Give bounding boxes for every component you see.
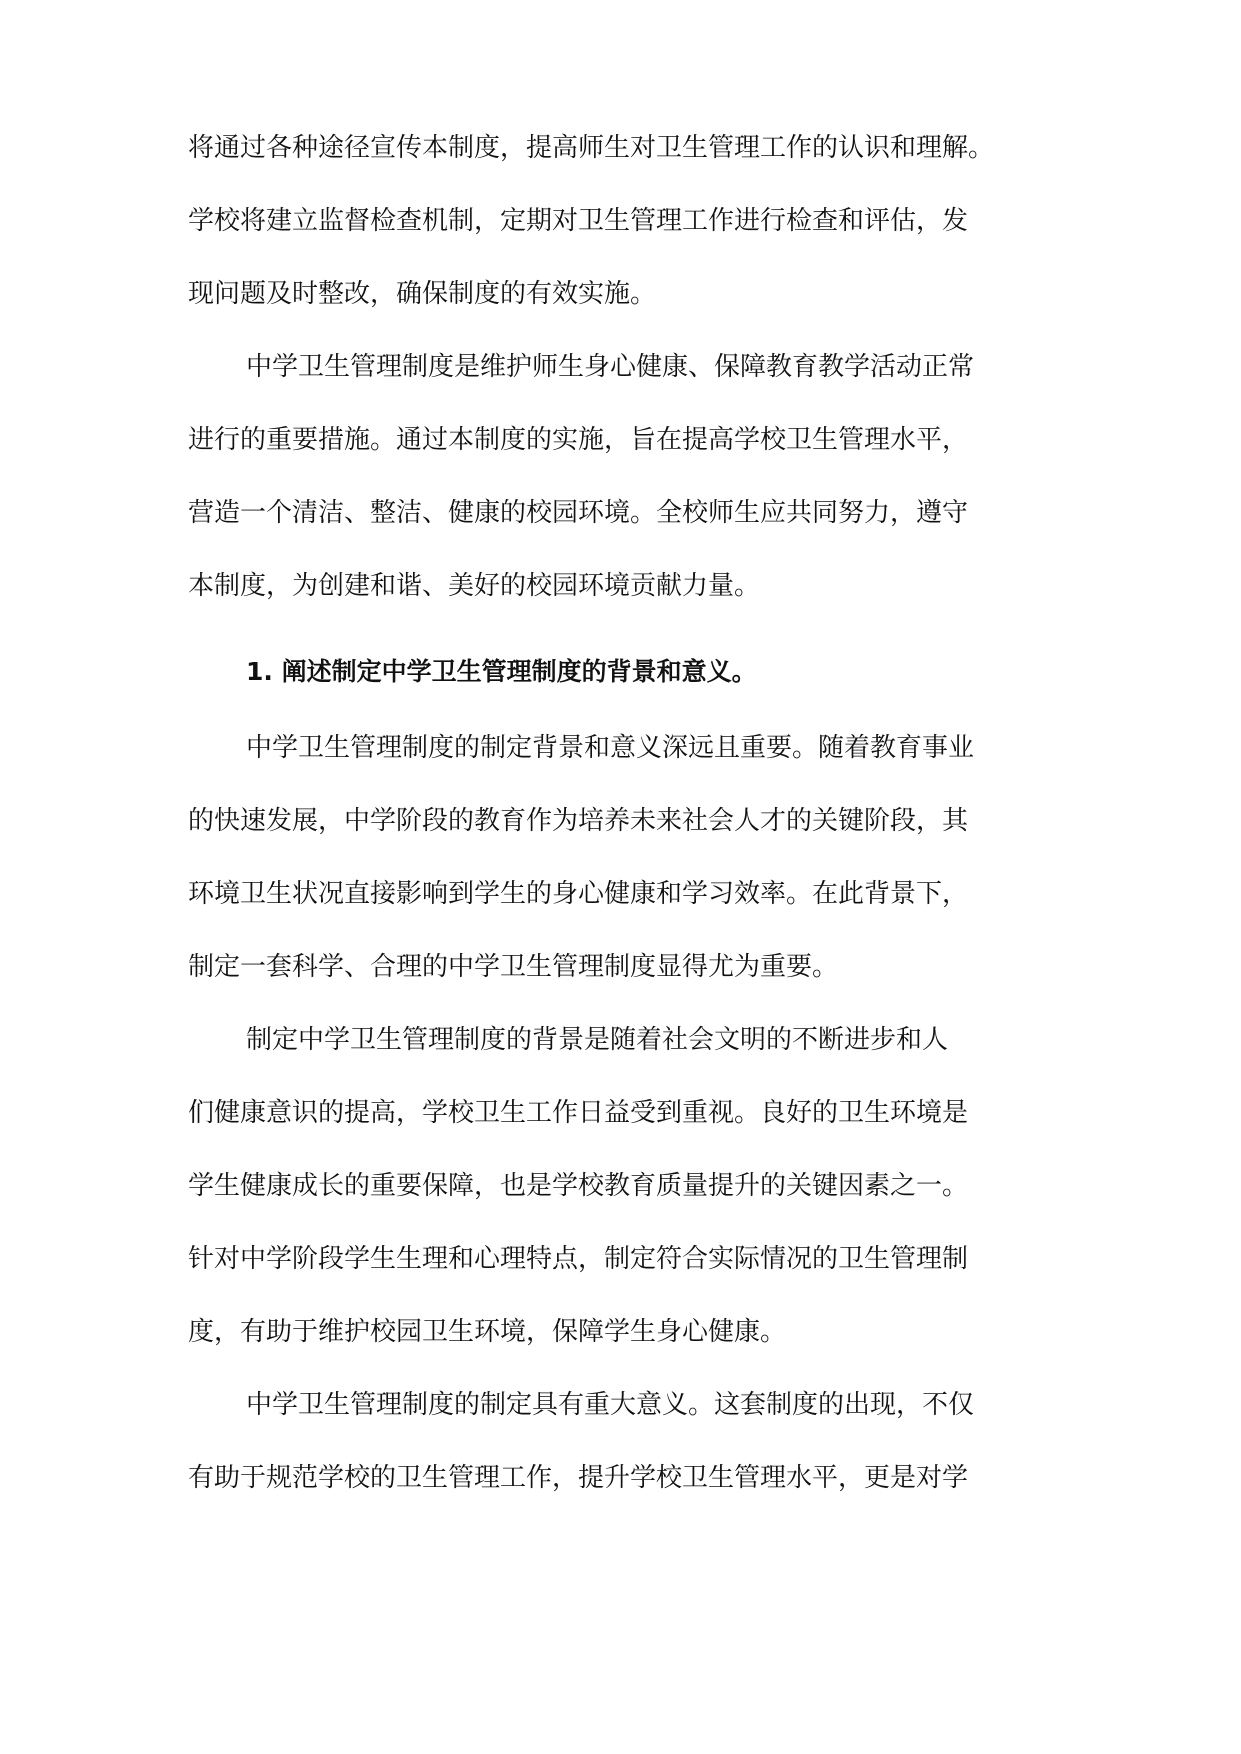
- paragraph-line: 中学卫生管理制度的制定背景和意义深远且重要。随着教育事业: [246, 733, 975, 763]
- paragraph-line: 的快速发展，中学阶段的教育作为培养未来社会人才的关键阶段，其: [188, 806, 969, 836]
- paragraph-line: 针对中学阶段学生生理和心理特点，制定符合实际情况的卫生管理制: [188, 1244, 969, 1274]
- paragraph-line: 学校将建立监督检查机制，定期对卫生管理工作进行检查和评估，发: [188, 206, 969, 236]
- paragraph-line: 学生健康成长的重要保障，也是学校教育质量提升的关键因素之一。: [188, 1171, 969, 1201]
- paragraph-line: 本制度，为创建和谐、美好的校园环境贡献力量。: [188, 571, 761, 601]
- paragraph-line: 将通过各种途径宣传本制度，提高师生对卫生管理工作的认识和理解。: [188, 133, 995, 163]
- paragraph-line: 进行的重要措施。通过本制度的实施，旨在提高学校卫生管理水平，: [188, 425, 969, 455]
- paragraph-line: 度，有助于维护校园卫生环境，保障学生身心健康。: [188, 1317, 787, 1347]
- paragraph-line: 有助于规范学校的卫生管理工作，提升学校卫生管理水平，更是对学: [188, 1463, 969, 1493]
- paragraph-line: 现问题及时整改，确保制度的有效实施。: [188, 279, 657, 309]
- paragraph-line: 们健康意识的提高，学校卫生工作日益受到重视。良好的卫生环境是: [188, 1098, 969, 1128]
- paragraph-line: 中学卫生管理制度的制定具有重大意义。这套制度的出现，不仅: [246, 1390, 975, 1420]
- paragraph-line: 制定中学卫生管理制度的背景是随着社会文明的不断进步和人: [246, 1025, 949, 1055]
- paragraph-line: 制定一套科学、合理的中学卫生管理制度显得尤为重要。: [188, 952, 839, 982]
- paragraph-line: 环境卫生状况直接影响到学生的身心健康和学习效率。在此背景下，: [188, 879, 969, 909]
- paragraph-line: 营造一个清洁、整洁、健康的校园环境。全校师生应共同努力，遵守: [188, 498, 969, 528]
- section-heading: 1. 阐述制定中学卫生管理制度的背景和意义。: [246, 657, 757, 686]
- paragraph-line: 中学卫生管理制度是维护师生身心健康、保障教育教学活动正常: [246, 352, 975, 382]
